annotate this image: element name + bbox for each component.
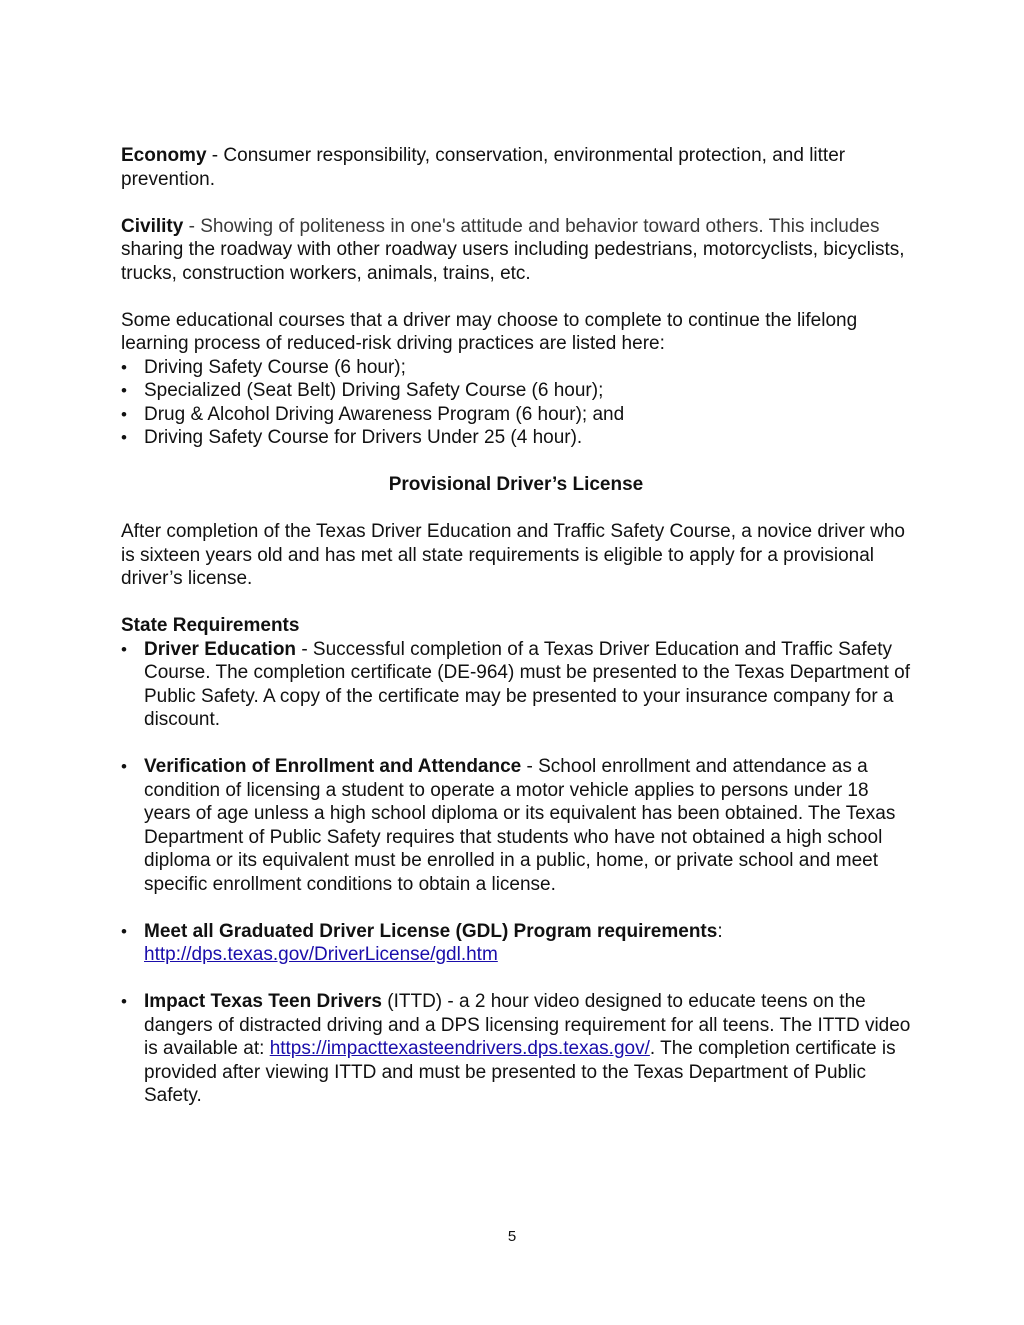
driver-education-term: Driver Education bbox=[144, 638, 297, 660]
civility-term: Civility bbox=[121, 215, 184, 237]
ittd-text-after: . The completion certificate is provided after viewing ITTD and must be presented to the Texas Department of Public Safety. bbox=[144, 1038, 896, 1106]
courses-intro: Some educational courses that a driver may choose to complete to continue the lifelong learning process of reduced-risk driving practices are listed here: bbox=[121, 309, 858, 354]
gdl-colon: : bbox=[717, 920, 723, 942]
page-number: 5 bbox=[507, 1228, 517, 1245]
state-requirements-title: State Requirements bbox=[121, 615, 300, 636]
requirement-verification bbox=[121, 755, 911, 896]
provisional-heading: Provisional Driver’s License bbox=[388, 474, 644, 495]
gdl-link[interactable]: http://dps.texas.gov/DriverLicense/gdl.htm bbox=[144, 944, 498, 965]
economy-term: Economy bbox=[121, 145, 207, 166]
ittd-text-before: (ITTD) - a 2 hour video designed to educate teens on the dangers of distracted driving and a DPS licensing requirement for all teens. The ITTD video is available at: bbox=[144, 991, 911, 1059]
requirement-ittd bbox=[121, 990, 911, 1108]
list-item: • Driving Safety Course (6 hour); bbox=[121, 356, 911, 380]
verification-term: Verification of Enrollment and Attendance bbox=[144, 756, 522, 777]
economy-paragraph bbox=[121, 144, 911, 191]
verification-text: - School enrollment and attendance as a condition of licensing a student to operate a motor vehicle applies to persons under 18 years of age unless a high school diploma or its equivalent has been obtained. The Texas Department of Public Safety requires that students who have not obtained a high school diploma or its equivalent must be enrolled in a public, home, or private school and meet specific enrollment conditions to obtain a license. bbox=[144, 756, 896, 895]
driver-education-text: - Successful completion of a Texas Driver Education and Traffic Safety Course. The completion certificate (DE-964) must be presented to the Texas Department of Public Safety. A copy of the certificate may be presented to your insurance company for a discount. bbox=[144, 638, 911, 730]
civility-text: sharing the roadway with other roadway users including pedestrians, motorcyclists, bicyclists, trucks, construction workers, animals, trains, etc. bbox=[121, 239, 905, 284]
civility-paragraph bbox=[121, 215, 911, 286]
economy-text: - Consumer responsibility, conservation, environmental protection, and litter prevention. bbox=[121, 145, 846, 190]
state-requirements-heading bbox=[121, 614, 911, 638]
list-item: • Drug & Alcohol Driving Awareness Program (6 hour); and bbox=[121, 403, 911, 427]
provisional-text: After completion of the Texas Driver Education and Traffic Safety Course, a novice driver who is sixteen years old and has met all state requirements is eligible to apply for a provisional driver’s license. bbox=[121, 521, 905, 589]
list-item: • Specialized (Seat Belt) Driving Safety Course (6 hour); bbox=[121, 379, 911, 403]
ittd-link[interactable]: https://impacttexasteendrivers.dps.texas.gov/ bbox=[269, 1038, 650, 1059]
requirement-gdl bbox=[121, 920, 911, 967]
list-item: • Driving Safety Course for Drivers Under 25 (4 hour). bbox=[121, 426, 911, 450]
ittd-term: Impact Texas Teen Drivers bbox=[144, 991, 382, 1012]
civility-text-muted: - Showing of politeness in one's attitude and behavior toward others. This includes bbox=[183, 215, 880, 237]
courses-list bbox=[121, 356, 911, 450]
gdl-term: Meet all Graduated Driver License (GDL) Program requirements bbox=[144, 920, 718, 942]
requirement-driver-education bbox=[121, 638, 911, 732]
document-page bbox=[121, 144, 911, 1108]
requirements-list bbox=[121, 638, 911, 1108]
